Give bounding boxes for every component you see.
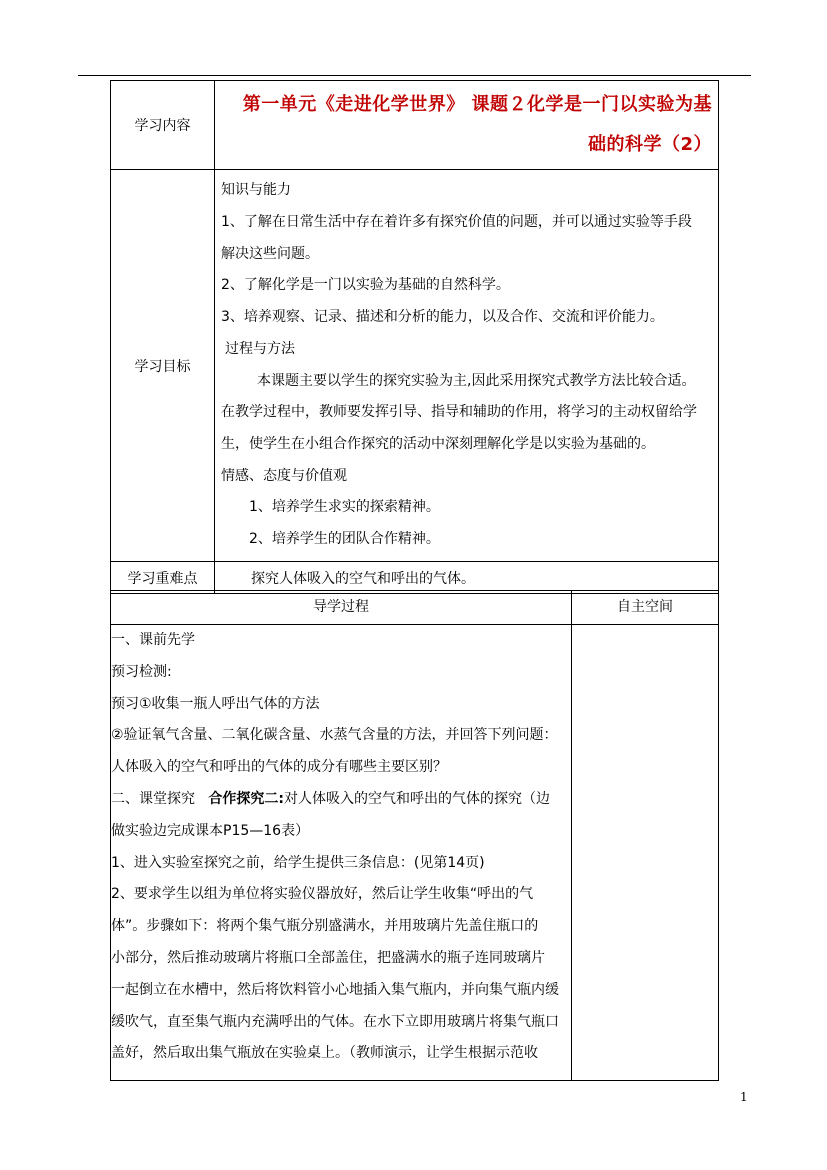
objective-line: 生，使学生在小组合作探究的活动中深刻理解化学是以实验为基础的。: [221, 435, 655, 452]
guide-table: [110, 590, 719, 1081]
guide-process-body: [111, 625, 572, 1081]
lesson-info-table: [110, 80, 719, 594]
key-points-label: 学习重难点: [111, 562, 215, 594]
objective-line: 本课题主要以学生的探究实验为主,因此采用探究式教学方法比较合适。: [257, 372, 696, 389]
objective-line: 1、了解在日常生活中存在着许多有探究价值的问题，并可以通过实验等手段: [221, 213, 692, 230]
objective-line: 2、培养学生的团队合作精神。: [249, 531, 440, 548]
guide-line: 一、课前先学: [111, 632, 195, 648]
title-line-1: 第一单元《走进化学世界》 课题２化学是一门以实验为基: [242, 94, 712, 115]
objective-heading: 情感、态度与价值观: [221, 467, 347, 484]
objective-heading: 知识与能力: [221, 182, 291, 199]
guide-line-classroom: [111, 784, 571, 816]
header-rule: [78, 75, 751, 76]
guide-line: 预习检测:: [111, 663, 172, 680]
objective-heading: 过程与方法: [225, 340, 295, 357]
objective-line: 1、培养学生求实的探索精神。: [249, 499, 440, 516]
guide-line: 2、要求学生以组为单位将实验仪器放好，然后让学生收集“呼出的气: [111, 886, 534, 903]
guide-process-header: 导学过程: [111, 591, 572, 625]
guide-line: 盖好，然后取出集气瓶放在实验桌上。（教师演示，让学生根据示范收: [111, 1045, 538, 1062]
objectives-cell: [215, 170, 719, 562]
self-space-cell: [572, 625, 719, 1081]
guide-line: 小部分，然后推动玻璃片将瓶口全部盖住，把盛满水的瓶子连同玻璃片: [111, 949, 545, 966]
classroom-heading: 二、课堂探究: [111, 790, 195, 807]
lesson-title: [215, 81, 719, 170]
guide-line: 缓吹气，直至集气瓶内充满呼出的气体。在水下立即用玻璃片将集气瓶口: [111, 1013, 559, 1030]
cooperation-text: 对人体吸入的空气和呼出的气体的探究（边: [283, 790, 550, 807]
guide-line: 一起倒立在水槽中，然后将饮料管小心地插入集气瓶内，并向集气瓶内缓: [111, 981, 559, 998]
key-points-text: 探究人体吸入的空气和呼出的气体。: [215, 562, 719, 594]
cooperation-heading: 合作探究二:: [208, 790, 284, 807]
guide-line: 体”。步骤如下：将两个集气瓶分别盛满水，并用玻璃片先盖住瓶口的: [111, 918, 539, 935]
guide-line: 1、进入实验室探究之前，给学生提供三条信息：(见第14页): [111, 854, 485, 871]
content-label: 学习内容: [111, 81, 215, 170]
guide-line: 人体吸入的空气和呼出的气体的成分有哪些主要区别？: [111, 759, 447, 776]
self-space-header: 自主空间: [572, 591, 719, 625]
objective-line: 3、培养观察、记录、描述和分析的能力，以及合作、交流和评价能力。: [221, 309, 664, 326]
guide-line: 预习①收集一瓶人呼出气体的方法: [111, 695, 320, 712]
objectives-label: 学习目标: [111, 170, 215, 562]
title-line-2: 础的科学（2）: [587, 134, 712, 155]
guide-line: 做实验边完成课本P15—16表）: [111, 822, 310, 839]
objective-line: 2、了解化学是一门以实验为基础的自然科学。: [221, 277, 510, 294]
objective-line: 在教学过程中，教师要发挥引导、指导和辅助的作用，将学习的主动权留给学: [221, 404, 697, 421]
guide-line: ②验证氧气含量、二氧化碳含量、水蒸气含量的方法，并回答下列问题：: [111, 727, 558, 744]
objective-line: 解决这些问题。: [221, 245, 319, 262]
page-number: 1: [740, 1090, 748, 1104]
